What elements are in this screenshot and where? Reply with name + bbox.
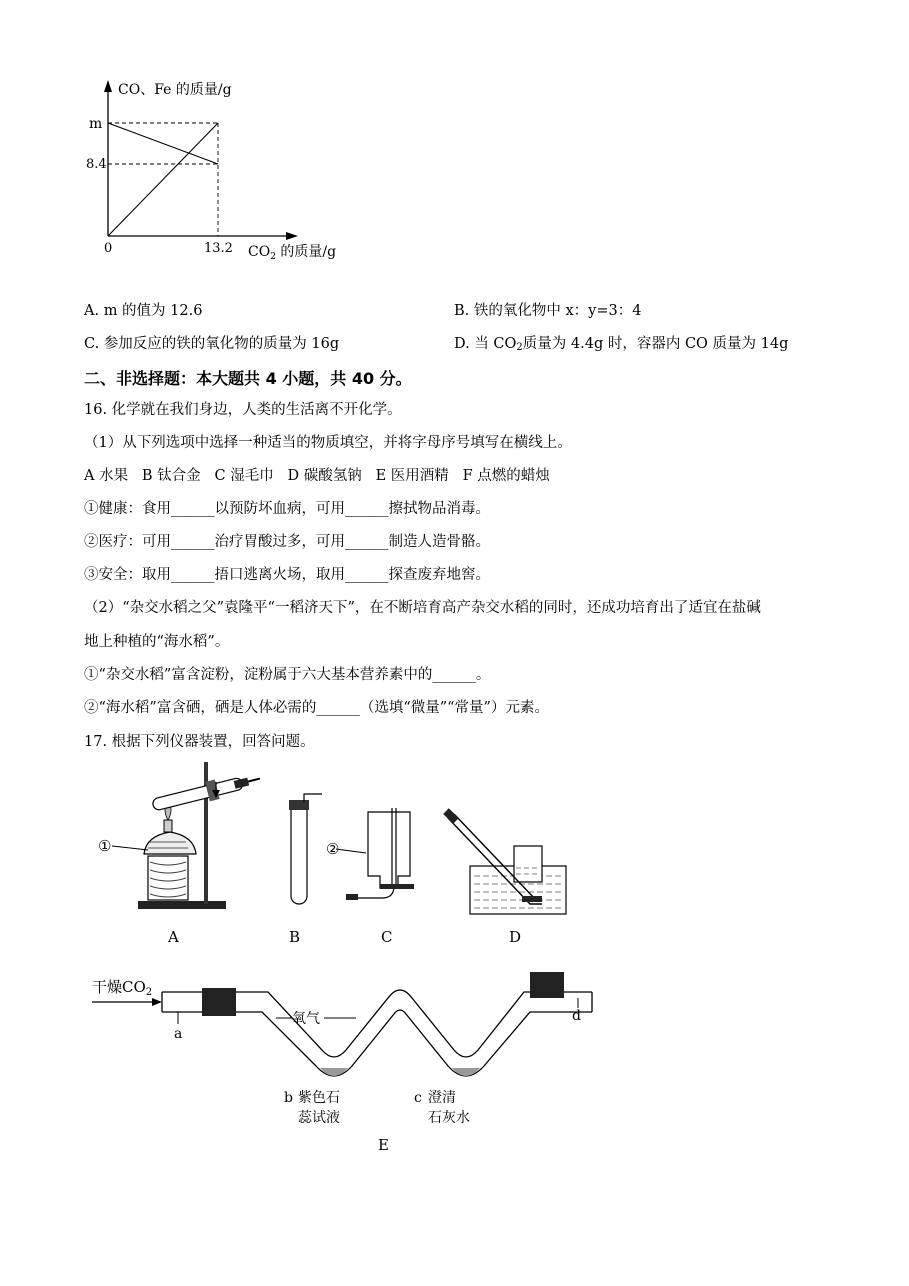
y-axis-arrow bbox=[104, 80, 112, 92]
tick-84: 8.4 bbox=[86, 157, 107, 172]
tick-132: 13.2 bbox=[204, 241, 233, 256]
x-axis-label: $CO_2$ 的质量/g bbox=[248, 244, 337, 262]
q16-choices: A 水果 B 钛合金 C 湿毛巾 D 碳酸氢钠 E 医用酒精 F 点燃的蜡烛 bbox=[84, 468, 550, 484]
label-e: E bbox=[378, 1136, 389, 1154]
q16-part1: （1）从下列选项中选择一种适当的物质填空，并将字母序号填写在横线上。 bbox=[84, 435, 572, 451]
tick-0: 0 bbox=[104, 241, 113, 256]
apparatus-d bbox=[443, 808, 566, 914]
q17-stem: 17. 根据下列仪器装置，回答问题。 bbox=[84, 734, 315, 750]
label-d: D bbox=[509, 928, 522, 946]
oxygen-label: 氧气 bbox=[292, 1011, 320, 1027]
q16-line-selenium: ②“海水稻”富含硒，硒是人体必需的______（选填“微量”“常量”）元素。 bbox=[84, 700, 549, 716]
b-liquid-line1: 紫色石 bbox=[298, 1090, 340, 1106]
x-axis-arrow bbox=[286, 232, 298, 240]
y-axis-label: CO、Fe 的质量/g bbox=[118, 82, 232, 98]
c-liquid-line2: 石灰水 bbox=[428, 1110, 470, 1126]
tick-m: m bbox=[89, 116, 103, 132]
dry-co2-label: 干燥$CO_2$ bbox=[92, 978, 153, 998]
series-fe-line bbox=[108, 123, 218, 236]
circle-1: ① bbox=[98, 837, 112, 855]
label-a: A bbox=[168, 928, 179, 946]
apparatus-row bbox=[90, 756, 590, 948]
c-liquid-line1: 澄清 bbox=[428, 1090, 456, 1106]
label-b: B bbox=[289, 928, 301, 946]
q16-part2-a: （2）“杂交水稻之父”袁隆平“一稻济天下”，在不断培育高产杂交水稻的同时，还成功培育出了适宜在盐碱 bbox=[84, 600, 761, 616]
apparatus-b bbox=[289, 794, 322, 904]
option-c: C. 参加反应的铁的氧化物的质量为 16g bbox=[84, 336, 340, 352]
apparatus-a bbox=[98, 762, 262, 909]
q16-line-health: ①健康：食用______以预防坏血病，可用______擦拭物品消毒。 bbox=[84, 501, 490, 517]
apparatus-c bbox=[326, 808, 414, 900]
b-liquid-line2: 蕊试液 bbox=[298, 1110, 340, 1126]
port-a: a bbox=[174, 1026, 183, 1042]
q16-stem: 16. 化学就在我们身边，人类的生活离不开化学。 bbox=[84, 402, 402, 418]
q16-line-starch: ①“杂交水稻”富含淀粉，淀粉属于六大基本营养素中的______。 bbox=[84, 667, 491, 683]
series-co-line bbox=[108, 123, 218, 164]
option-d: D. 当 $CO_2$质量为 4.4g 时，容器内 CO 质量为 14g bbox=[454, 336, 789, 353]
q16-part2-b: 地上种植的“海水稻”。 bbox=[84, 634, 230, 650]
label-c: C bbox=[381, 928, 393, 946]
option-a: A. m 的值为 12.6 bbox=[84, 303, 203, 319]
circle-2: ② bbox=[326, 840, 340, 858]
q16-line-safety: ③安全：取用______捂口逃离火场，取用______探查废弃地窖。 bbox=[84, 567, 490, 583]
q16-line-medical: ②医疗：可用______治疗胃酸过多，可用______制造人造骨骼。 bbox=[84, 534, 490, 550]
port-d: d bbox=[572, 1008, 581, 1024]
mass-chart bbox=[80, 68, 380, 268]
port-c: c bbox=[414, 1090, 422, 1106]
apparatus-e bbox=[88, 968, 608, 1158]
option-b: B. 铁的氧化物中 x：y=3：4 bbox=[454, 303, 642, 319]
section-title: 二、非选择题：本大题共 4 小题，共 40 分。 bbox=[84, 369, 412, 388]
port-b: b bbox=[284, 1090, 293, 1106]
